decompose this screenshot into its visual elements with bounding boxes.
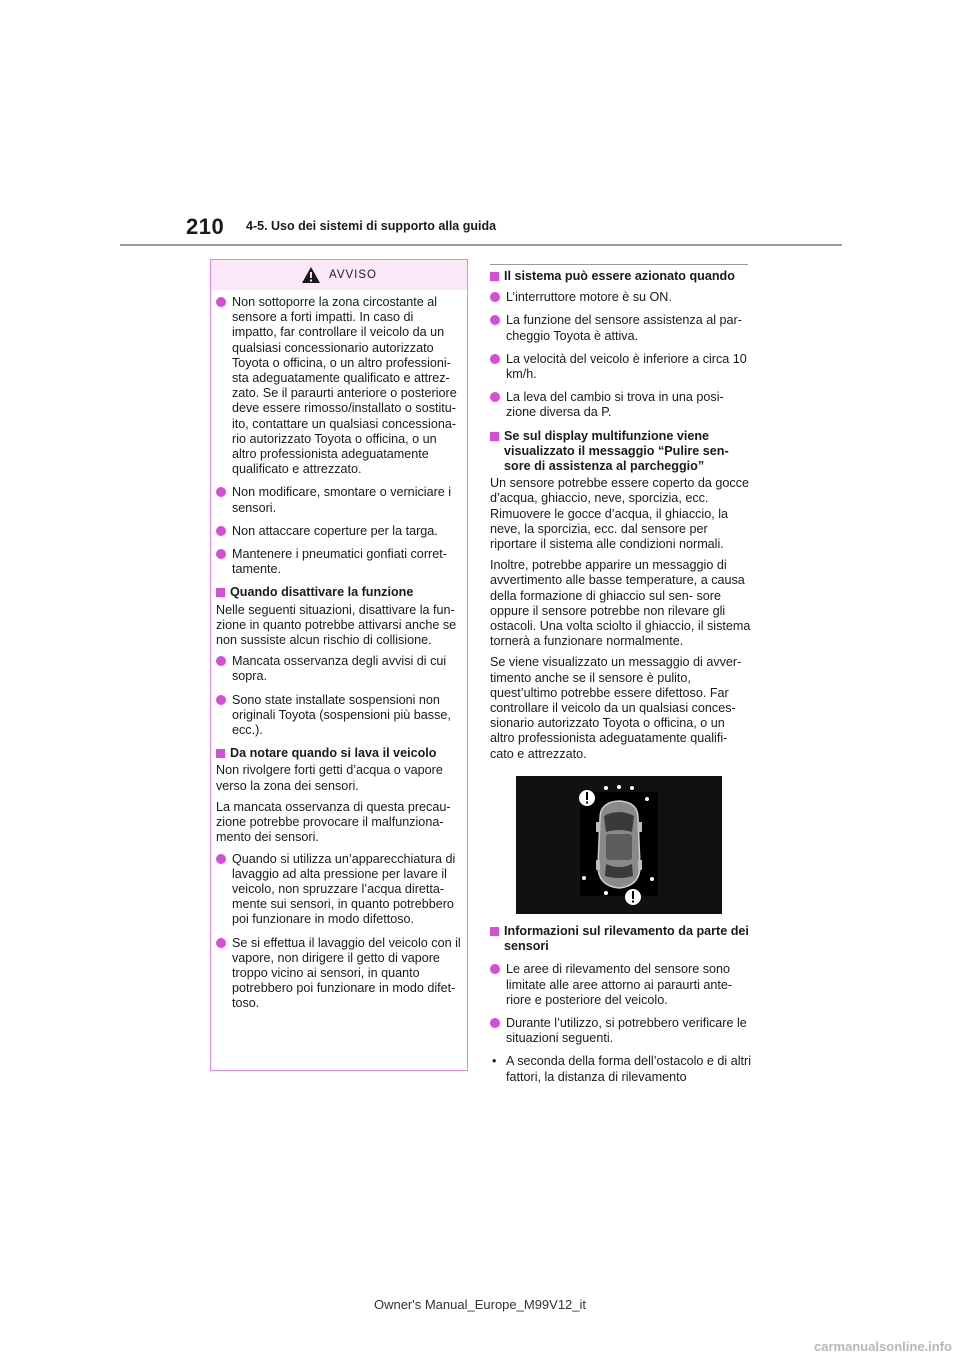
detection-item: Durante l’utilizzo, si potrebbero verificare le situazioni seguenti. xyxy=(490,1016,752,1046)
bullet-icon xyxy=(216,297,226,307)
warning-item: Non sottoporre la zona circostante al sensore a forti impatti. In caso di impatto, far controllare il veicolo da un qualsiasi concessionario autorizzato Toyota o officina, o un altro professioni- sta adeguatamente qualificato e attrez- zato. Se il paraurti anteriore o posteriore deve essere rimosso/installato o sostitu- ito, contattare un qualsiasi concessiona- rio autorizzato Toyota o officina, o un altro professionista adeguatamente qualificato e attrezzato. xyxy=(216,295,461,477)
car-sensor-illustration xyxy=(516,776,722,914)
warning-box xyxy=(210,259,468,1071)
bullet-icon xyxy=(216,549,226,559)
bullet-icon xyxy=(490,1018,500,1028)
bullet-icon xyxy=(490,964,500,974)
square-bullet-icon xyxy=(216,749,225,758)
wash-item: Se si effettua il lavaggio del veicolo con il vapore, non dirigere il getto di vapore troppo vicino ai sensori, in quanto potrebbero poi funzionare in modo difet- toso. xyxy=(216,936,461,1012)
warning-item: Non modificare, smontare o verniciare i sensori. xyxy=(216,485,461,515)
bullet-icon xyxy=(490,354,500,364)
bullet-icon xyxy=(216,695,226,705)
warning-item: Mantenere i pneumatici gonfiati corret- tamente. xyxy=(216,547,461,577)
wash-heading: Da notare quando si lava il veicolo xyxy=(216,746,461,761)
warning-body xyxy=(211,290,467,1012)
bullet-icon xyxy=(216,526,226,536)
square-bullet-icon xyxy=(490,432,499,441)
bullet-icon xyxy=(490,392,500,402)
disable-text: Nelle seguenti situazioni, disattivare la fun- zione in quanto potrebbe attivarsi anche se non sussiste alcun rischio di collisione. xyxy=(216,602,457,648)
disable-item: Mancata osservanza degli avvisi di cui sopra. xyxy=(216,654,461,684)
section-title: 4-5. Uso dei sistemi di supporto alla guida xyxy=(246,219,497,233)
disable-item: Sono state installate sospensioni non originali Toyota (sospensioni più basse, ecc.). xyxy=(216,693,461,739)
warning-title: AVVISO xyxy=(329,269,377,281)
footer-text: Owner's Manual_Europe_M99V12_it xyxy=(373,1297,587,1312)
wash-item: Quando si utilizza un’apparecchiatura di lavaggio ad alta pressione per lavare il veicolo, non spruzzare l’acqua diretta- mente sui sensori, in quanto potrebbero poi funzionare in modo difettoso. xyxy=(216,852,461,928)
parking-sensor-figure xyxy=(516,776,722,914)
detection-note: • A seconda della forma dell’ostacolo e di altri fattori, la distanza di rilevamento xyxy=(492,1054,752,1084)
header-rule xyxy=(120,244,842,246)
message-paragraph-3: Se viene visualizzato un messaggio di avver- timento anche se il sensore è pulito, quest’ultimo potrebbe essere difettoso. Far controllare il veicolo da un qualsiasi conces- sionario autorizzato Toyota o officina, o un altro professionista adeguatamente qualifi- cato e attrezzato. xyxy=(490,655,742,761)
detection-heading: Informazioni sul rilevamento da parte dei sensori xyxy=(490,924,752,954)
operation-item: La velocità del veicolo è inferiore a circa 10 km/h. xyxy=(490,352,752,382)
bullet-icon xyxy=(216,487,226,497)
disable-heading: Quando disattivare la funzione xyxy=(216,585,461,600)
bullet-icon xyxy=(490,292,500,302)
watermark: carmanualsonline.info xyxy=(814,1339,952,1354)
wash-text-1: Non rivolgere forti getti d’acqua o vapore verso la zona dei sensori. xyxy=(216,763,443,793)
square-bullet-icon xyxy=(490,272,499,281)
message-paragraph-2: Inoltre, potrebbe apparire un messaggio di avvertimento alle basse temperature, a causa della formazione di ghiaccio sul sen- sore oppure il sensore potrebbe non rilevare gli ostacoli. Una volta sciolto il ghiaccio, il sistema tornerà a funzionare normalmente. xyxy=(490,558,751,649)
bullet-icon xyxy=(216,854,226,864)
operation-item: La leva del cambio si trova in una posi- zione diversa da P. xyxy=(490,390,752,420)
detection-item: Le aree di rilevamento del sensore sono limitate alle aree attorno ai paraurti ante- riore e posteriore del veicolo. xyxy=(490,962,752,1008)
right-column xyxy=(490,264,752,1085)
warning-header xyxy=(211,260,467,290)
bullet-icon xyxy=(216,656,226,666)
bullet-icon xyxy=(216,938,226,948)
wash-text-2: La mancata osservanza di questa precau- zione potrebbe provocare il malfunziona- mento dei sensori. xyxy=(216,799,451,845)
message-heading: Se sul display multifunzione viene visualizzato il messaggio “Pulire sen- sore di assistenza al parcheggio” xyxy=(490,429,752,475)
bullet-icon xyxy=(490,315,500,325)
page-number: 210 xyxy=(186,214,225,239)
message-paragraph-1: Un sensore potrebbe essere coperto da gocce d’acqua, ghiaccio, neve, sporcizia, ecc. Rimuovere le gocce d’acqua, il ghiaccio, la neve, la sporcizia, ecc. dal sensore per riportare il sistema alle condizioni normali. xyxy=(490,476,750,552)
section-rule xyxy=(490,264,748,265)
warning-item: Non attaccare coperture per la targa. xyxy=(216,524,461,539)
operation-heading: Il sistema può essere azionato quando xyxy=(490,269,752,284)
square-bullet-icon xyxy=(216,588,225,597)
square-bullet-icon xyxy=(490,927,499,936)
operation-item: La funzione del sensore assistenza al par- cheggio Toyota è attiva. xyxy=(490,313,752,343)
operation-item: L’interruttore motore è su ON. xyxy=(490,290,752,305)
dot-bullet-icon: • xyxy=(492,1054,497,1069)
warning-triangle-icon xyxy=(301,266,321,284)
